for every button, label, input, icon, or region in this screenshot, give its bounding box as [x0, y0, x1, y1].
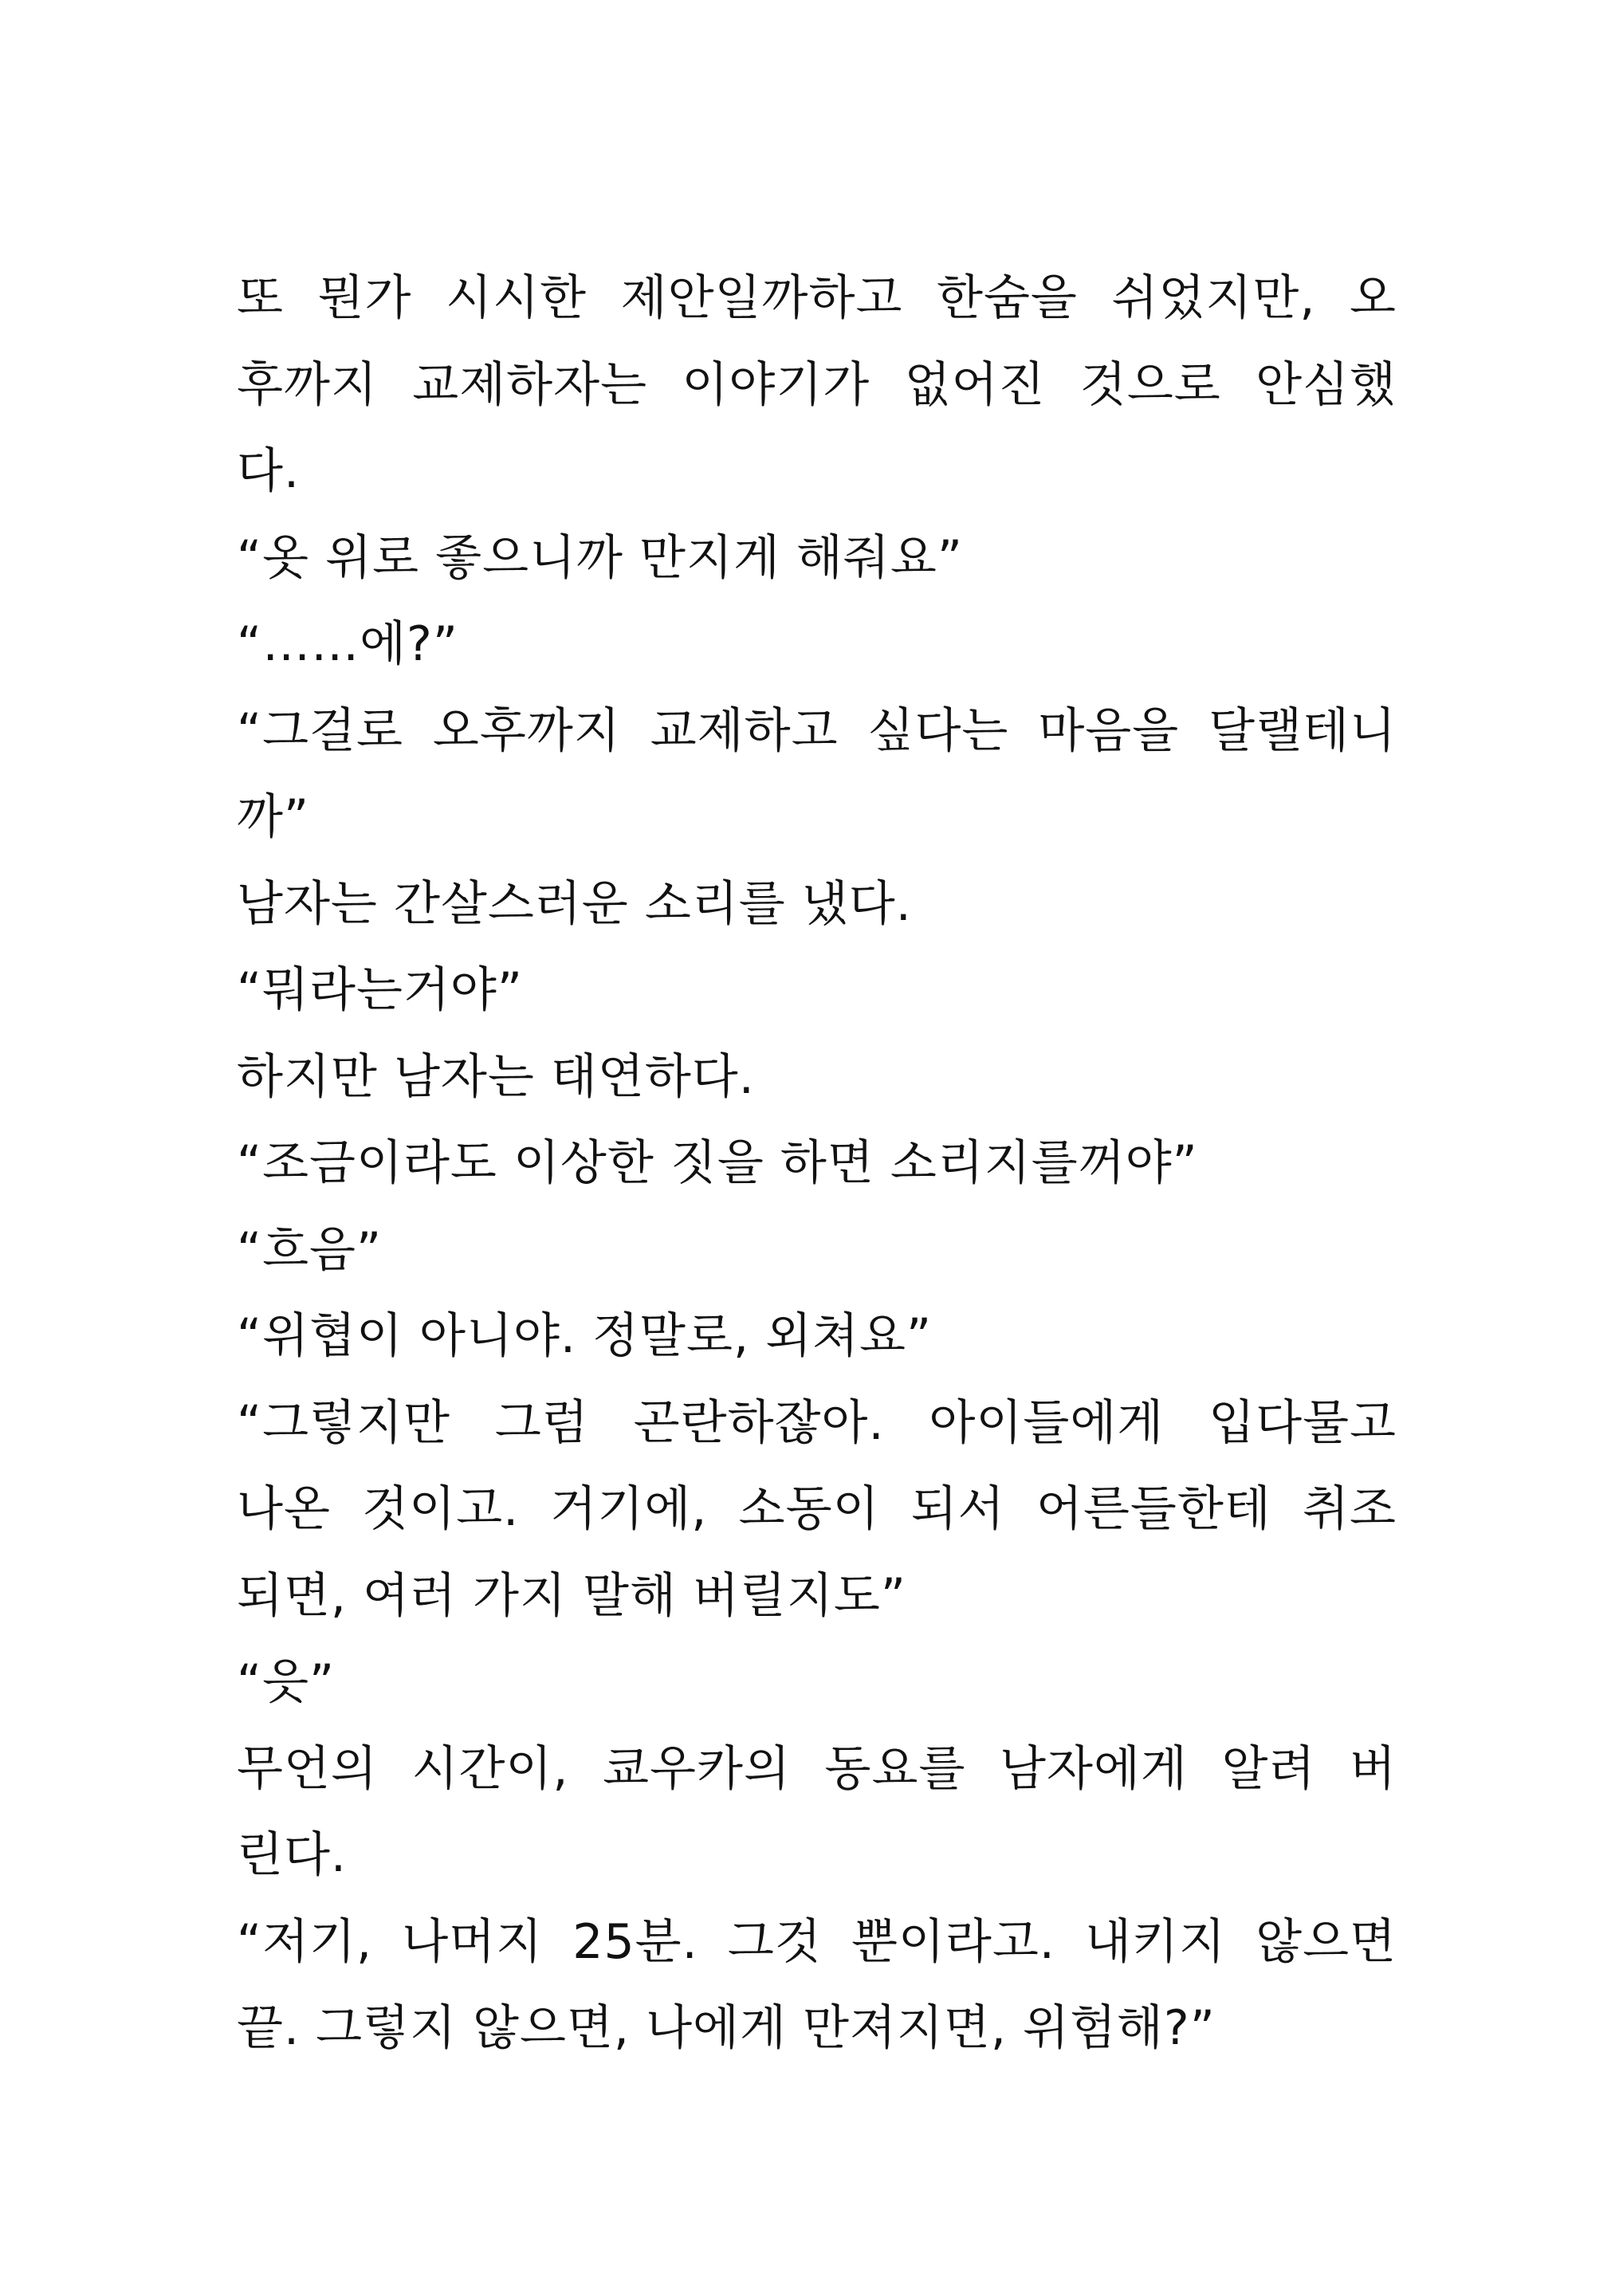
text-line: “흐음” — [237, 1221, 383, 1278]
text-line: “그걸로 오후까지 교제하고 싶다는 마음을 달랠테니 — [237, 702, 1397, 759]
text-line: 남자는 간살스러운 소리를 냈다. — [237, 875, 912, 932]
text-line: “조금이라도 이상한 짓을 하면 소리지를꺼야” — [237, 1135, 1198, 1191]
text-line: 다. — [237, 443, 301, 499]
text-line: 끝. 그렇지 않으면, 나에게 만져지면, 위험해?” — [237, 2000, 1216, 2056]
text-line: 린다. — [237, 1827, 347, 1883]
body-text — [237, 255, 1397, 2072]
text-line: “읏” — [237, 1654, 336, 1710]
text-line: 후까지 교제하자는 이야기가 없어진 것으로 안심했 — [237, 356, 1397, 413]
text-line: 되면, 여러 가지 말해 버릴지도” — [237, 1567, 906, 1624]
text-line: “저기, 나머지 25분. 그것 뿐이라고. 내키지 않으면 — [237, 1913, 1397, 1970]
text-line: “옷 위로 좋으니까 만지게 해줘요” — [237, 529, 963, 586]
text-line: “……에?” — [237, 616, 458, 672]
text-line: 하지만 남자는 태연하다. — [237, 1048, 755, 1105]
text-line: “위협이 아니야. 정말로, 외쳐요” — [237, 1308, 933, 1364]
text-line: 나온 것이고. 거기에, 소동이 되서 어른들한테 취조 — [237, 1481, 1397, 1537]
text-line: 무언의 시간이, 쿄우카의 동요를 남자에게 알려 버 — [237, 1740, 1397, 1797]
text-line: 까” — [237, 789, 310, 845]
text-line: 또 뭔가 시시한 제안일까하고 한숨을 쉬었지만, 오 — [237, 270, 1397, 326]
text-line: “그렇지만 그럼 곤란하잖아. 아이들에게 입다물고 — [237, 1394, 1397, 1451]
text-line: “뭐라는거야” — [237, 962, 523, 1018]
